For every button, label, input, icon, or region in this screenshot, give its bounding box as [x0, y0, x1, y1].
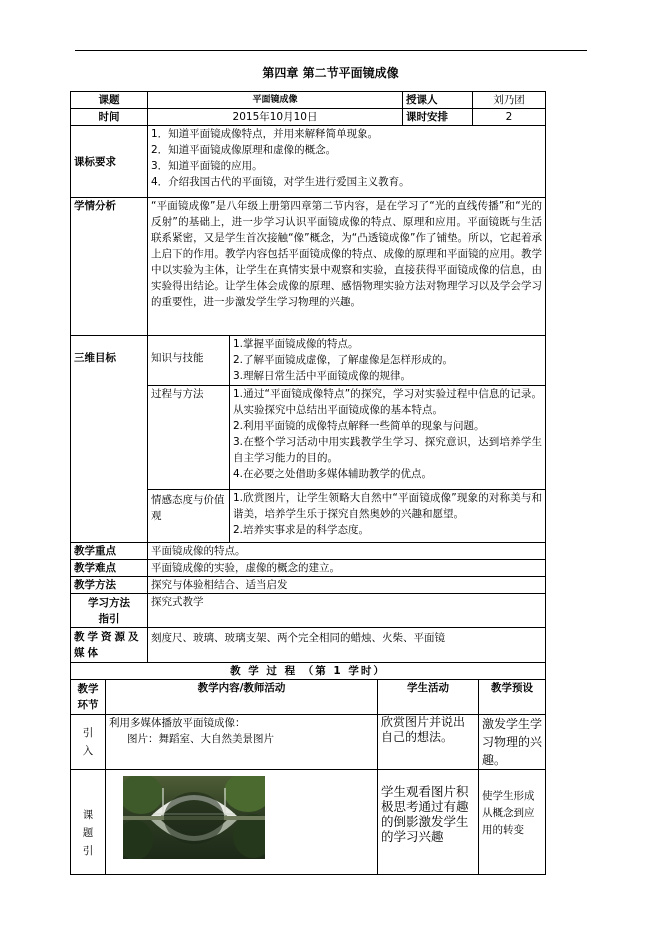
intro-student: 欣赏图片并说出自己的想法。 — [378, 715, 479, 770]
knowledge-item: 2.了解平面镜成虚像，了解虚像是怎样形成的。 — [233, 354, 454, 366]
intro-content-line: 利用多媒体播放平面镜成像： — [109, 717, 246, 729]
lesson-plan-form — [70, 91, 545, 875]
study-value: 探究式教学 — [148, 594, 546, 628]
standards-item: 2．知道平面镜成像原理和虚像的概念。 — [151, 144, 337, 156]
topic-intro-intent: 使学生形成从概念到应用的转变 — [479, 770, 546, 875]
teacher-label: 授课人 — [403, 92, 473, 109]
topic-label: 课题 — [71, 92, 148, 109]
standards-list — [148, 126, 546, 198]
time-value: 2015年10月10日 — [148, 109, 403, 126]
header-rule — [75, 50, 587, 51]
section-header: 教学环节 — [71, 680, 106, 715]
emotion-item: 1.欣赏图片，让学生领略大自然中“平面镜成像”现象的对称美与和谐美，培养学生乐于探究自然奥妙的兴趣和愿望。 — [233, 492, 543, 520]
key-point-value: 平面镜成像的特点。 — [148, 543, 546, 560]
process-method-list — [230, 386, 546, 490]
lesson-info-table — [70, 91, 546, 663]
key-point-label: 教学重点 — [71, 543, 148, 560]
content-header: 教学内容/教师活动 — [106, 680, 378, 715]
hours-value: 2 — [473, 109, 546, 126]
knowledge-label: 知识与技能 — [148, 336, 230, 386]
arch-bridge-reflection-photo — [123, 776, 265, 859]
time-label: 时间 — [71, 109, 148, 126]
teaching-process-table — [70, 662, 546, 875]
topic-intro-section: 课题引 — [71, 770, 106, 875]
method-label: 教学方法 — [71, 577, 148, 594]
standards-item: 4．介绍我国古代的平面镜，对学生进行爱国主义教育。 — [151, 176, 410, 188]
document-title: 第四章 第二节平面镜成像 — [262, 66, 399, 80]
topic-value: 平面镜成像 — [148, 92, 403, 109]
emotion-list — [230, 490, 546, 543]
analysis-label: 学情分析 — [71, 198, 148, 336]
knowledge-item: 1.掌握平面镜成像的特点。 — [233, 338, 359, 350]
intro-content — [106, 715, 378, 770]
process-title: 教 学 过 程 （第 1 学时） — [71, 663, 546, 680]
hours-label: 课时安排 — [403, 109, 473, 126]
goals-label: 三维目标 — [71, 336, 148, 543]
emotion-label: 情感态度与价值观 — [148, 490, 230, 543]
resources-label: 教学资源及媒体 — [71, 628, 148, 663]
knowledge-list — [230, 336, 546, 386]
topic-intro-student: 学生观看图片积极思考通过有趣的倒影激发学生的学习兴趣 — [378, 770, 479, 875]
process-item: 3.在整个学习活动中用实践教学生学习、探究意识，达到培养学生自主学习能力的目的。 — [233, 436, 543, 464]
standards-item: 3．知道平面镜的应用。 — [151, 160, 263, 172]
intro-section: 引入 — [71, 715, 106, 770]
topic-intro-content — [106, 770, 378, 875]
resources-value: 刻度尺、玻璃、玻璃支架、两个完全相同的蜡烛、火柴、平面镜 — [148, 628, 546, 663]
process-item: 1.通过“平面镜成像特点”的探究，学习对实验过程中信息的记录。从实验探究中总结出平面镜成像的基本特点。 — [233, 388, 543, 416]
intro-intent: 激发学生学习物理的兴趣。 — [479, 715, 546, 770]
difficulty-value: 平面镜成像的实验，虚像的概念的建立。 — [148, 560, 546, 577]
standards-item: 1．知道平面镜成像特点，并用来解释简单现象。 — [151, 128, 379, 140]
intro-content-line: 图片：舞蹈室、大自然美景图片 — [127, 733, 274, 745]
emotion-item: 2.培养实事求是的科学态度。 — [233, 524, 370, 536]
knowledge-item: 3.理解日常生活中平面镜成像的规律。 — [233, 370, 412, 382]
study-label: 学习方法指引 — [71, 594, 148, 628]
student-header: 学生活动 — [378, 680, 479, 715]
teacher-value: 刘乃团 — [473, 92, 546, 109]
method-value: 探究与体验相结合、适当启发 — [148, 577, 546, 594]
process-item: 4.在必要之处借助多媒体辅助教学的优点。 — [233, 468, 433, 480]
difficulty-label: 教学难点 — [71, 560, 148, 577]
analysis-text: “平面镜成像”是八年级上册第四章第二节内容，是在学习了“光的直线传播”和“光的反射”的基础上，进一步学习认识平面镜成像的特点、原理和应用。平面镜既与生活联系紧密，又是学生首次接触“像”概念，为“凸透镜成像”作了铺垫。所以，它起着承上启下的作用。教学内容包括平面镜成像的特点、成像的原理和平面镜的应用。教学中以实验为主体，让学生在真情实景中观察和实验，直接获得平面镜成像的信息，由实验得出结论。让学生体会成像的原理、感悟物理实验方法对物理学习以及学会学习的重要性，进一步激发学生学习物理的兴趣。 — [148, 198, 546, 336]
process-method-label: 过程与方法 — [148, 386, 230, 490]
intent-header: 教学预设 — [479, 680, 546, 715]
standards-label: 课标要求 — [71, 126, 148, 198]
process-item: 2.利用平面镜的成像特点解释一些简单的现象与问题。 — [233, 420, 485, 432]
